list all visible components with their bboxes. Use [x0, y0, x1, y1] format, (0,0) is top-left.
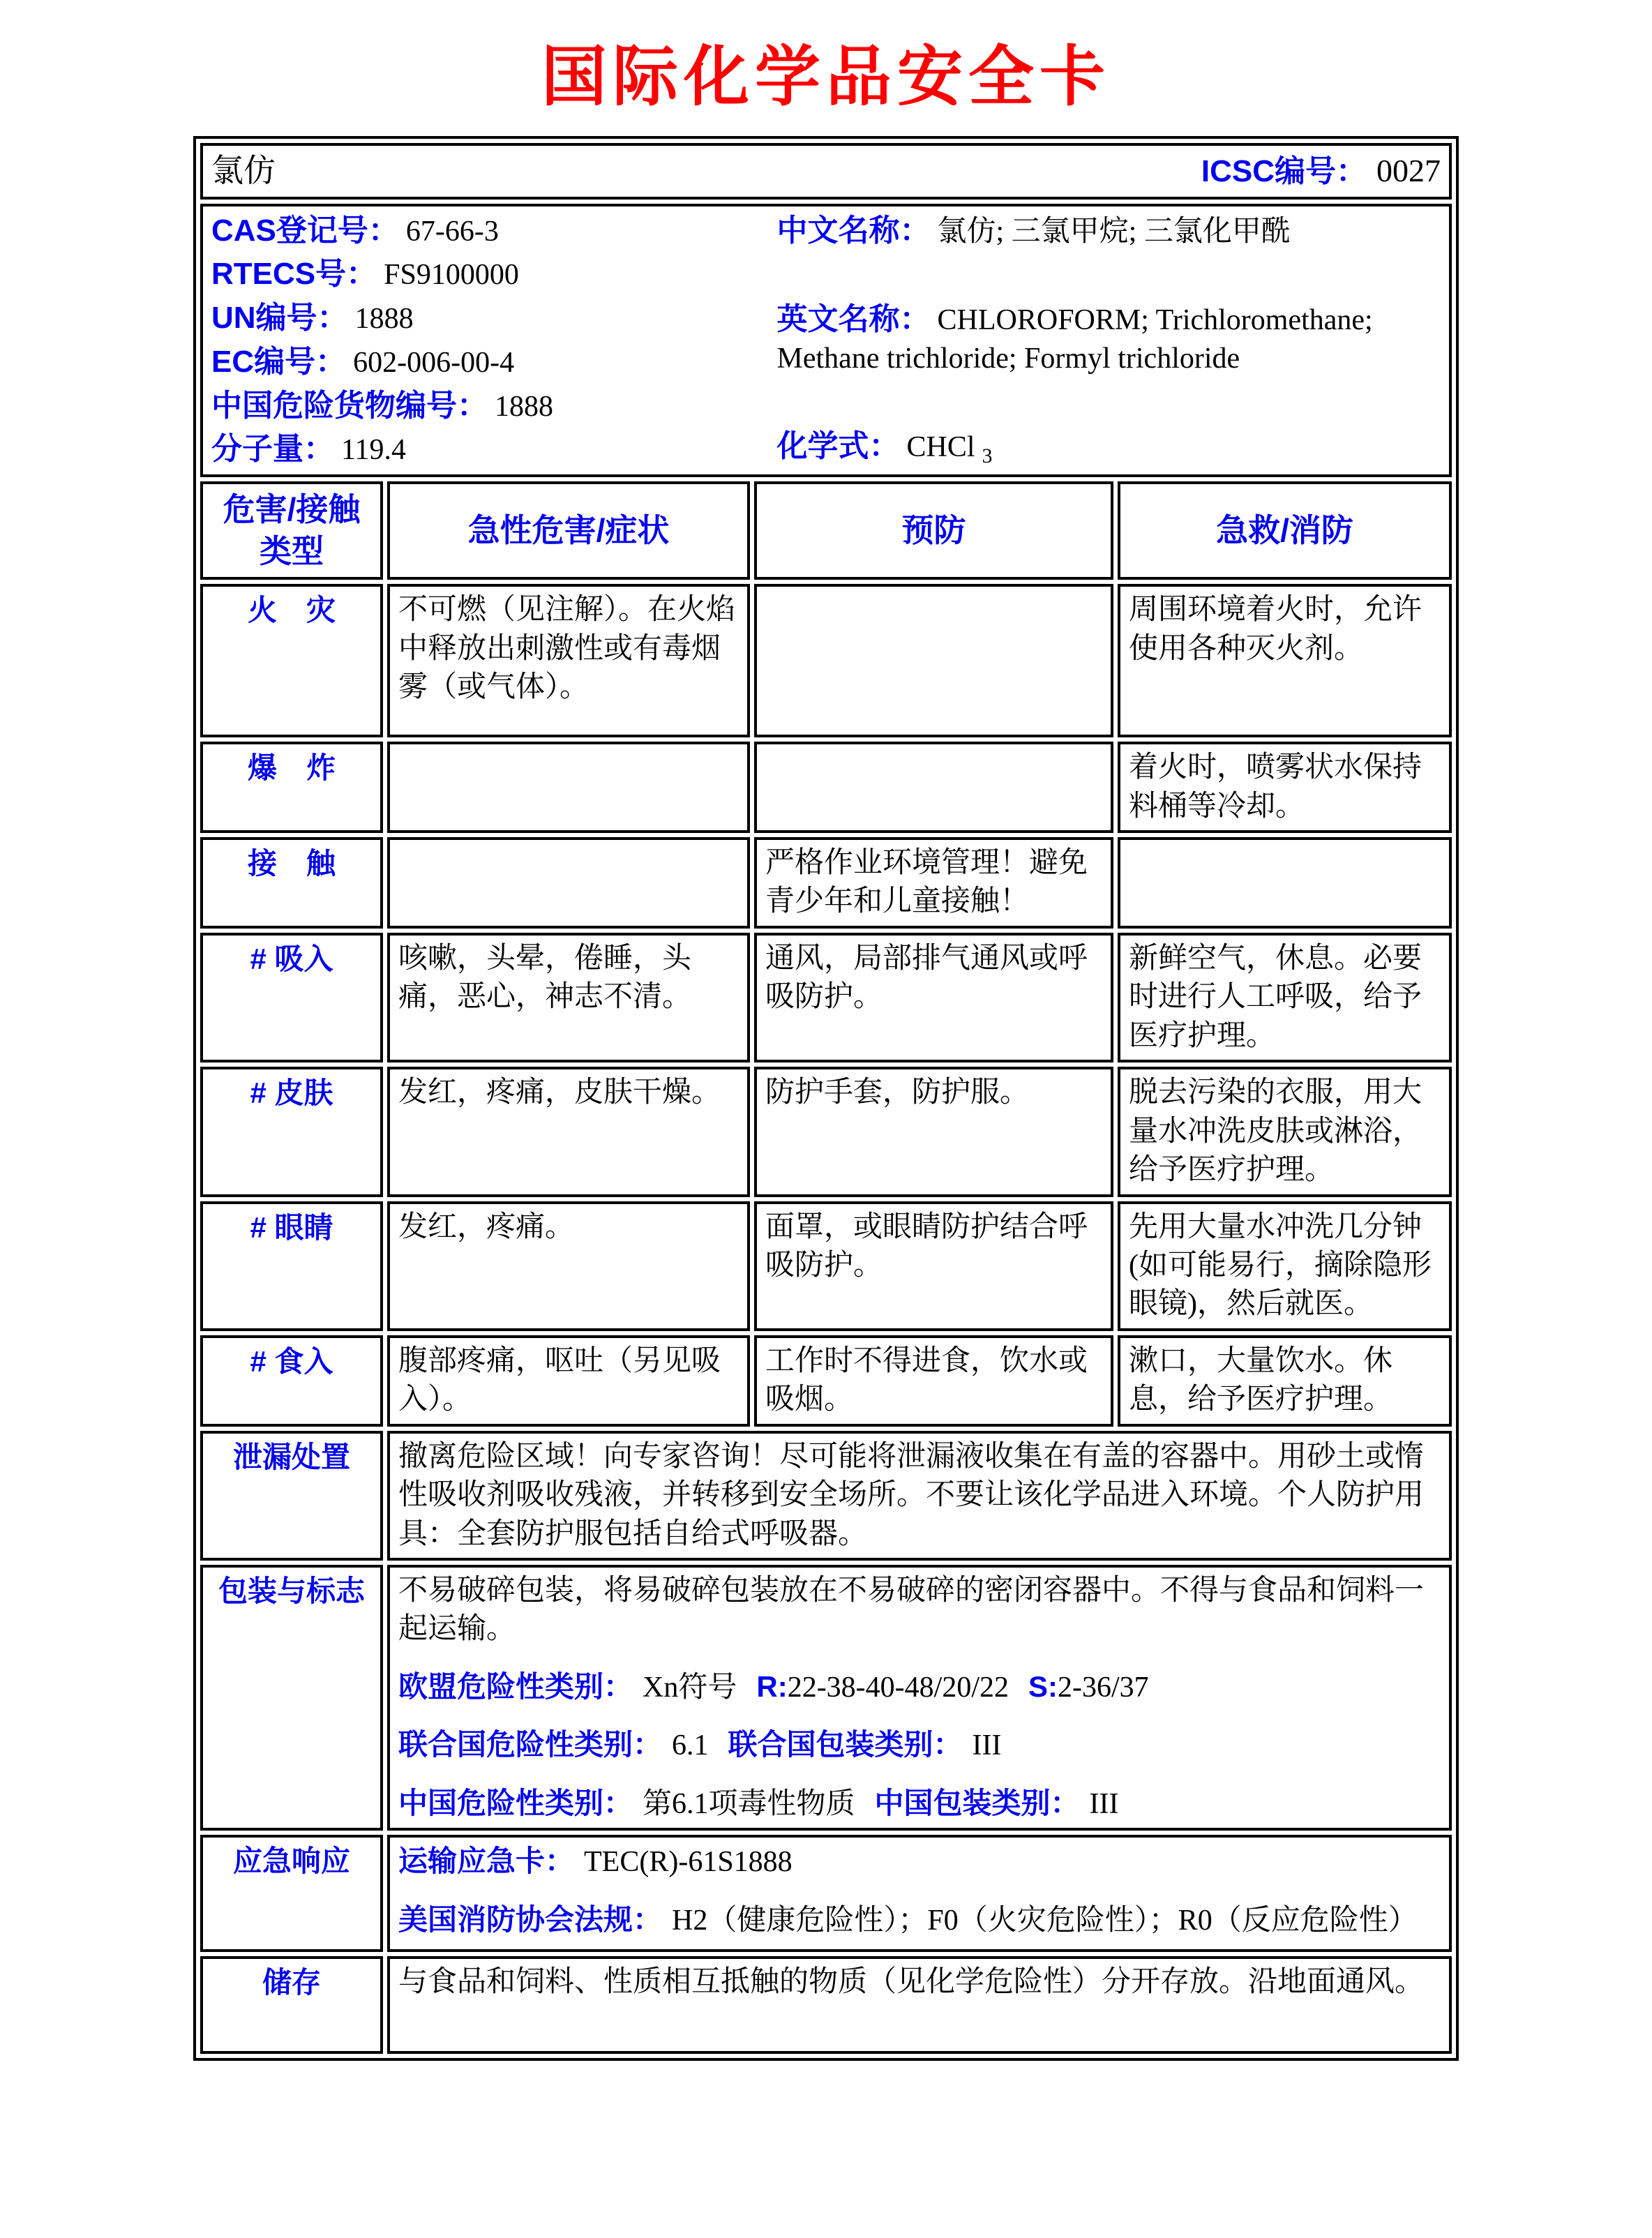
un-classification-line	[398, 1725, 1441, 1765]
cn-classification-line	[398, 1784, 1441, 1824]
hazard-row-contact	[200, 837, 1452, 929]
inhalation-symptoms-cell: 咳嗽，头晕，倦睡，头痛，恶心，神志不清。	[387, 933, 750, 1062]
header-hazard-type: 危害/接触类型	[200, 481, 383, 580]
skin-first-aid-cell: 脱去污染的衣服，用大量水冲洗皮肤或淋浴，给予医疗护理。	[1118, 1067, 1452, 1196]
header-acute-symptoms: 急性危害/症状	[387, 481, 750, 580]
substance-header-row	[200, 143, 1452, 200]
skin-symptoms-cell: 发红，疼痛，皮肤干燥。	[387, 1067, 750, 1196]
emergency-response-content	[387, 1835, 1452, 1952]
un-number-field	[211, 298, 777, 338]
contact-first-aid-cell	[1118, 837, 1452, 929]
contact-symptoms-cell	[387, 837, 750, 929]
ec-number-field	[211, 342, 777, 382]
cas-number-value: 67-66-3	[405, 215, 499, 248]
eyes-first-aid-cell: 先用大量水冲洗几分钟(如可能易行，摘除隐形眼镜)，然后就医。	[1118, 1201, 1452, 1331]
icsc-number-label: ICSC编号：	[1201, 154, 1367, 188]
transport-emergency-card-label: 运输应急卡：	[398, 1845, 575, 1878]
hazard-row-ingestion	[200, 1335, 1452, 1427]
china-dg-number-field	[211, 386, 777, 426]
un-hazard-class-label: 联合国危险性类别：	[398, 1728, 663, 1762]
icsc-number-value: 0027	[1376, 153, 1441, 188]
cn-packing-group-label: 中国包装类别：	[874, 1786, 1080, 1819]
packaging-transport-note: 不易破碎包装，将易破碎包装放在不易破碎的密闭容器中。不得与食品和饲料一起运输。	[398, 1575, 1425, 1646]
packaging-labelling-content	[387, 1565, 1452, 1831]
english-name-label: 英文名称：	[776, 301, 931, 336]
chinese-name-label: 中文名称：	[776, 213, 931, 248]
hazard-row-eyes	[200, 1201, 1452, 1331]
identification-block	[211, 211, 1441, 470]
nfpa-code-value: H2（健康危险性）；F0（火灾危险性）；R0（反应危险性）	[672, 1904, 1418, 1937]
spill-disposal-content: 撤离危险区域！向专家咨询！尽可能将泄漏液收集在有盖的容器中。用砂土或惰性吸收剂吸收残液，并转移到安全场所。不要让该化学品进入环境。个人防护用具：全套防护服包括自给式呼吸器。	[387, 1431, 1452, 1561]
identification-left-column	[211, 211, 777, 470]
cn-packing-group-value: III	[1089, 1787, 1119, 1820]
ingestion-prevention-cell: 工作时不得进食，饮水或吸烟。	[754, 1335, 1113, 1427]
substance-name: 氯仿	[211, 153, 276, 188]
hazard-row-skin	[200, 1067, 1452, 1196]
fire-first-aid-cell: 周围环境着火时，允许使用各种灭火剂。	[1118, 584, 1452, 737]
header-prevention: 预防	[754, 481, 1113, 580]
chinese-name-value: 氯仿; 三氯甲烷; 三氯化甲酰	[937, 215, 1291, 248]
un-hazard-class-value: 6.1	[672, 1729, 709, 1762]
icsc-number-group	[1201, 150, 1441, 193]
eu-hazard-symbol: Xn符号	[643, 1671, 737, 1704]
eu-s-phrases-value: 2-36/37	[1057, 1671, 1149, 1704]
rtecs-number-value: FS9100000	[384, 259, 519, 292]
hazard-row-inhalation	[200, 933, 1452, 1062]
hazard-row-fire	[200, 584, 1452, 737]
nfpa-code-label: 美国消防协会法规：	[398, 1902, 663, 1936]
nfpa-code-line	[398, 1900, 1441, 1940]
spill-disposal-row	[200, 1431, 1452, 1561]
inhalation-prevention-cell: 通风，局部排气通风或呼吸防护。	[754, 933, 1113, 1062]
eyes-row-label: # 眼睛	[200, 1201, 383, 1331]
ingestion-symptoms-cell: 腹部疼痛，呕吐（另见吸入）。	[387, 1335, 750, 1427]
eyes-symptoms-cell: 发红，疼痛。	[387, 1201, 750, 1331]
eu-r-phrases-label: R:	[756, 1669, 788, 1703]
emergency-response-label: 应急响应	[200, 1835, 383, 1952]
un-packing-group-label: 联合国包装类别：	[728, 1728, 963, 1762]
packaging-labelling-row	[200, 1565, 1452, 1831]
un-number-label: UN编号：	[211, 301, 348, 336]
molecular-weight-value: 119.4	[341, 434, 406, 467]
fire-row-label: 火 灾	[200, 584, 383, 737]
chinese-name-field	[777, 211, 1441, 251]
cas-number-label: CAS登记号：	[211, 213, 399, 248]
rtecs-number-label: RTECS号：	[211, 257, 377, 292]
inhalation-row-label: # 吸入	[200, 933, 383, 1062]
eu-s-phrases-label: S:	[1028, 1669, 1058, 1703]
eu-r-phrases-value: 22-38-40-48/20/22	[787, 1671, 1009, 1704]
storage-row	[200, 1956, 1452, 2054]
hazard-table-header-row	[200, 481, 1452, 580]
skin-prevention-cell: 防护手套，防护服。	[754, 1067, 1113, 1196]
inhalation-first-aid-cell: 新鲜空气，休息。必要时进行人工呼吸，给予医疗护理。	[1118, 933, 1452, 1062]
fire-prevention-cell	[754, 584, 1113, 737]
english-name-field	[777, 299, 1441, 379]
explosion-first-aid-cell: 着火时，喷雾状水保持料桶等冷却。	[1118, 742, 1452, 833]
un-number-value: 1888	[354, 303, 414, 336]
explosion-symptoms-cell	[387, 742, 750, 833]
ingestion-first-aid-cell: 漱口，大量饮水。休息，给予医疗护理。	[1118, 1335, 1452, 1427]
cn-hazard-class-value: 第6.1项毒性物质	[643, 1787, 855, 1820]
ec-number-label: EC编号：	[211, 344, 347, 379]
china-dg-number-label: 中国危险货物编号：	[211, 388, 488, 423]
transport-emergency-card-value: TEC(R)-61S1888	[584, 1846, 793, 1879]
safety-card-table	[193, 136, 1459, 2061]
hazard-row-explosion	[200, 742, 1452, 833]
formula-field	[777, 426, 1441, 470]
eyes-prevention-cell: 面罩，或眼睛防护结合呼吸防护。	[754, 1201, 1113, 1331]
packaging-labelling-label: 包装与标志	[200, 1565, 383, 1831]
un-packing-group-value: III	[972, 1729, 1002, 1762]
china-dg-number-value: 1888	[495, 390, 553, 423]
transport-emergency-card-line	[398, 1842, 1441, 1882]
emergency-response-row	[200, 1835, 1452, 1952]
skin-row-label: # 皮肤	[200, 1067, 383, 1196]
storage-label: 储存	[200, 1956, 383, 2054]
molecular-weight-field	[211, 429, 777, 470]
fire-symptoms-cell: 不可燃（见注解）。在火焰中释放出刺激性或有毒烟雾（或气体）。	[387, 584, 750, 737]
contact-prevention-cell: 严格作业环境管理！避免青少年和儿童接触！	[754, 837, 1113, 929]
identification-row	[200, 204, 1452, 477]
eu-hazard-class-label: 欧盟危险性类别：	[398, 1669, 633, 1703]
english-name-value: CHLOROFORM; Trichloromethane; Methane trichloride; Formyl trichloride	[776, 303, 1373, 375]
spill-disposal-label: 泄漏处置	[200, 1431, 383, 1561]
ec-number-value: 602-006-00-4	[353, 346, 515, 379]
cas-number-field	[211, 211, 777, 251]
ingestion-row-label: # 食入	[200, 1335, 383, 1427]
formula-subscript: 3	[982, 444, 993, 468]
identification-right-column	[777, 211, 1441, 470]
rtecs-number-field	[211, 254, 777, 294]
eu-hazard-class-line	[398, 1667, 1441, 1707]
formula-label: 化学式：	[776, 428, 900, 463]
explosion-row-label: 爆 炸	[200, 742, 383, 833]
cn-hazard-class-label: 中国危险性类别：	[398, 1786, 633, 1819]
explosion-prevention-cell	[754, 742, 1113, 833]
molecular-weight-label: 分子量：	[211, 432, 334, 467]
formula-value: CHCl	[906, 430, 975, 463]
contact-row-label: 接 触	[200, 837, 383, 929]
header-first-aid: 急救/消防	[1118, 481, 1452, 580]
storage-content: 与食品和饲料、性质相互抵触的物质（见化学危险性）分开存放。沿地面通风。	[387, 1956, 1452, 2054]
page-title: 国际化学品安全卡	[541, 40, 1111, 113]
